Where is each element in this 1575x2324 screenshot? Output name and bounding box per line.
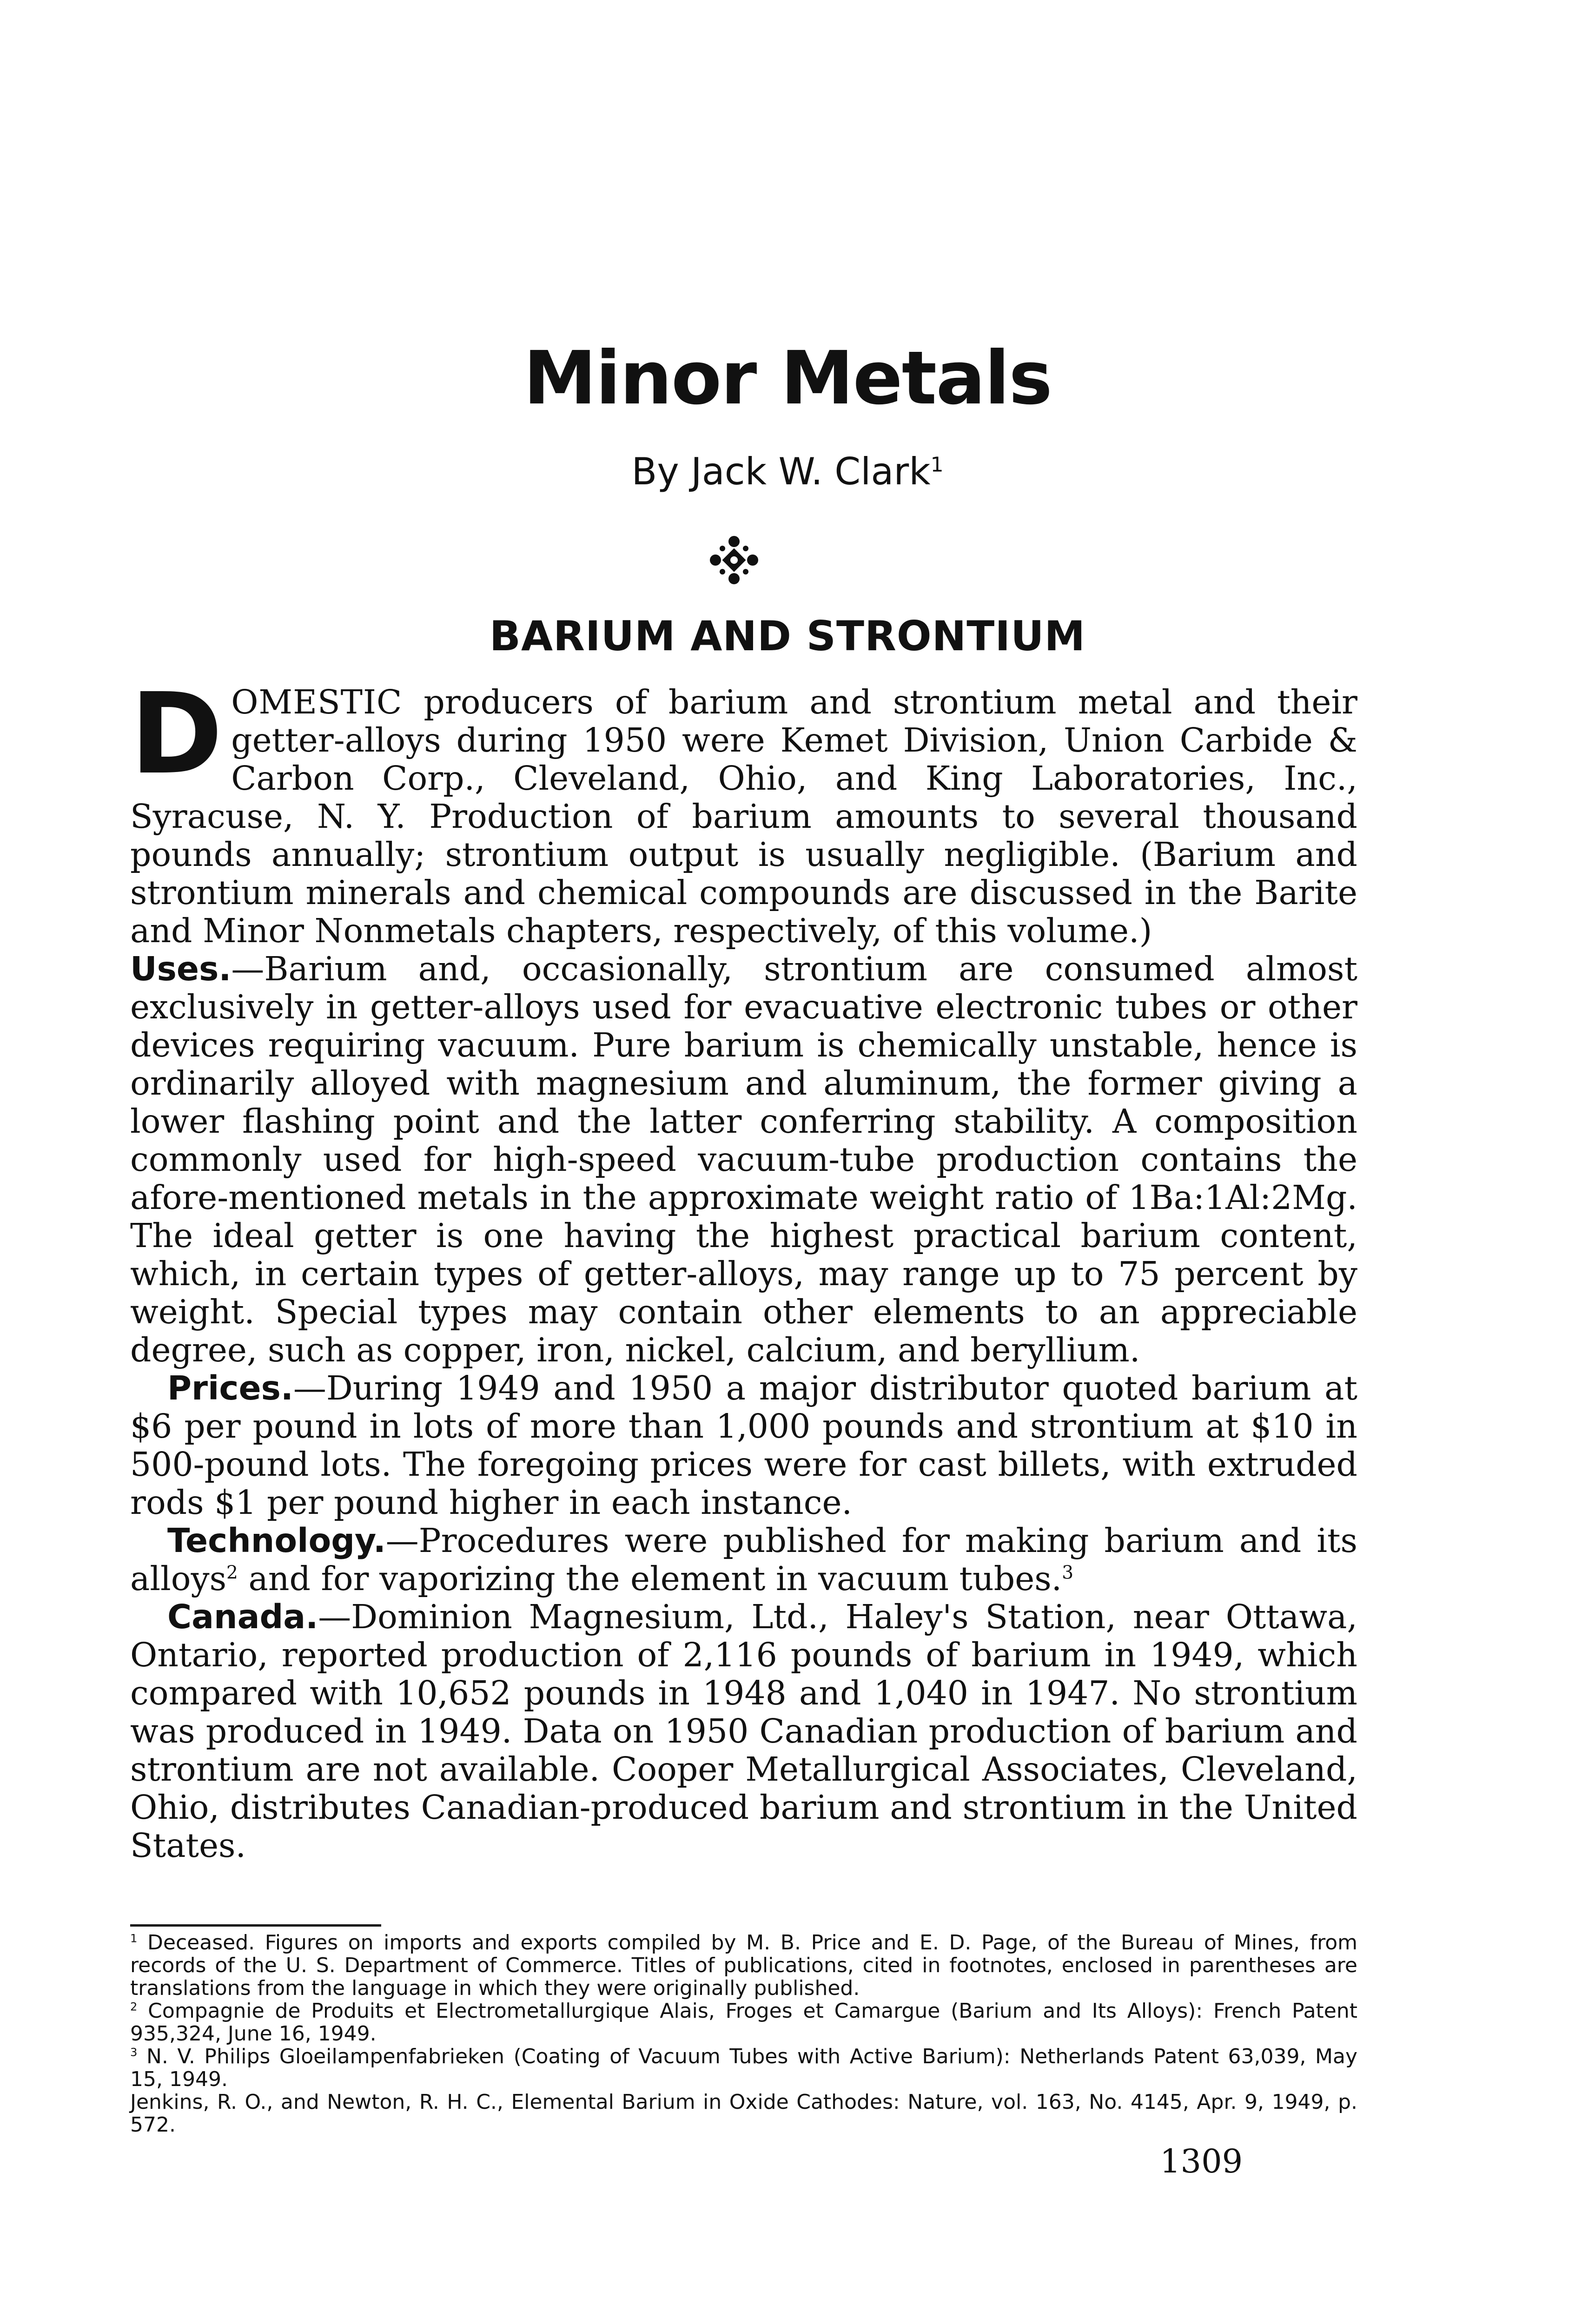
footnote	[130, 1931, 1357, 2000]
prices-heading: Prices.	[167, 1369, 293, 1407]
technology-text-b: and for vaporizing the element in vacuum tubes.	[238, 1559, 1062, 1598]
footnote-mark: 3	[130, 2046, 138, 2059]
page-number: 1309	[1160, 2142, 1243, 2180]
footnote	[130, 2000, 1357, 2045]
canada-heading: Canada.	[167, 1598, 318, 1636]
technology-heading: Technology.	[167, 1521, 386, 1560]
page-title: Minor Metals	[523, 336, 1052, 421]
technology-text-a: —Procedures were published for making barium and its alloys	[130, 1521, 1357, 1598]
byline-author: By Jack W. Clark	[631, 450, 931, 493]
footnote-ref-3: 3	[1062, 1562, 1074, 1584]
prices-text: —During 1949 and 1950 a major distributor quoted barium at $6 per pound in lots of more than 1,000 pounds and strontium at $10 in 500-pound lots. The foregoing prices were for cast billets, with extruded rods $1 per pound higher in each instance.	[130, 1369, 1357, 1522]
drop-cap: D	[130, 669, 223, 799]
footnote-ref-2: 2	[226, 1562, 238, 1584]
byline-footnote-ref: 1	[930, 453, 944, 477]
footnote	[130, 2045, 1357, 2091]
footnote-text: Deceased. Figures on imports and exports compiled by M. B. Price and E. D. Page, of the Bureau of Mines, from records of the U. S. Department of Commerce. Titles of publications, cited in footnotes, enclosed in parentheses are translations from the language in which they were originally published.	[130, 1931, 1357, 2000]
canada-text: —Dominion Magnesium, Ltd., Haley's Station, near Ottawa, Ontario, reported production of 2,116 pounds of barium in 1949, which compared with 10,652 pounds in 1948 and 1,040 in 1947. No strontium was produced in 1949. Data on 1950 Canadian production of barium and strontium are not available. Cooper Metallurgical Associates, Cleveland, Ohio, distributes Canadian-produced barium and strontium in the United States.	[130, 1598, 1357, 1865]
uses-text: —Barium and, occasionally, strontium are consumed almost exclusively in getter-alloys used for evacuative electronic tubes or other devices requiring vacuum. Pure barium is chemically unstable, hence is ordinarily alloyed with magnesium and aluminum, the former giving a lower flashing point and the latter conferring stability. A composition commonly used for high-speed vacuum-tube production contains the afore-mentioned metals in the approximate weight ratio of 1Ba:1Al:2Mg. The ideal getter is one having the highest practical barium content, which, in certain types of getter-alloys, may range up to 75 percent by weight. Special types may contain other elements to an appreciable degree, such as copper, iron, nickel, calcium, and beryllium.	[130, 950, 1357, 1369]
footnote-text: Jenkins, R. O., and Newton, R. H. C., Elemental Barium in Oxide Cathodes: Nature, vol. 163, No. 4145, Apr. 9, 1949, p. 572.	[130, 2090, 1357, 2137]
uses-heading: Uses.	[130, 950, 232, 988]
canada-paragraph	[130, 1598, 1357, 1865]
footnote-mark: 2	[130, 2000, 138, 2014]
footnote-rule	[130, 1924, 381, 1927]
lead-word: OMESTIC	[231, 683, 403, 721]
footnote-text: Compagnie de Produits et Electrometallurgique Alais, Froges et Camargue (Barium and Its Alloys): French Patent 935,324, June 16, 1949.	[130, 1999, 1357, 2046]
intro-paragraph	[130, 669, 1357, 950]
footnote-text: N. V. Philips Gloeilampenfabrieken (Coating of Vacuum Tubes with Active Barium): Netherlands Patent 63,039, May 15, 1949.	[130, 2045, 1357, 2091]
prices-paragraph	[130, 1369, 1357, 1522]
byline	[0, 450, 1575, 493]
footnote-mark: 1	[130, 1932, 138, 1945]
article-body	[130, 669, 1357, 1865]
intro-text: producers of barium and strontium metal and their getter-alloys during 1950 were Kemet Division, Union Carbide & Carbon Corp., Cleveland, Ohio, and King Laboratories, Inc., Syracuse, N. Y. Production of barium amounts to several thousand pounds annually; strontium output is usually negligible. (Barium and strontium minerals and chemical compounds are discussed in the Barite and Minor Nonmetals chapters, respectively, of this volume.)	[130, 683, 1357, 950]
footnotes	[130, 1931, 1357, 2136]
footnote	[130, 2091, 1357, 2136]
fleuron-ornament-icon	[704, 532, 764, 588]
technology-paragraph	[130, 1522, 1357, 1598]
section-heading: BARIUM AND STRONTIUM	[489, 612, 1086, 660]
uses-paragraph	[130, 950, 1357, 1369]
